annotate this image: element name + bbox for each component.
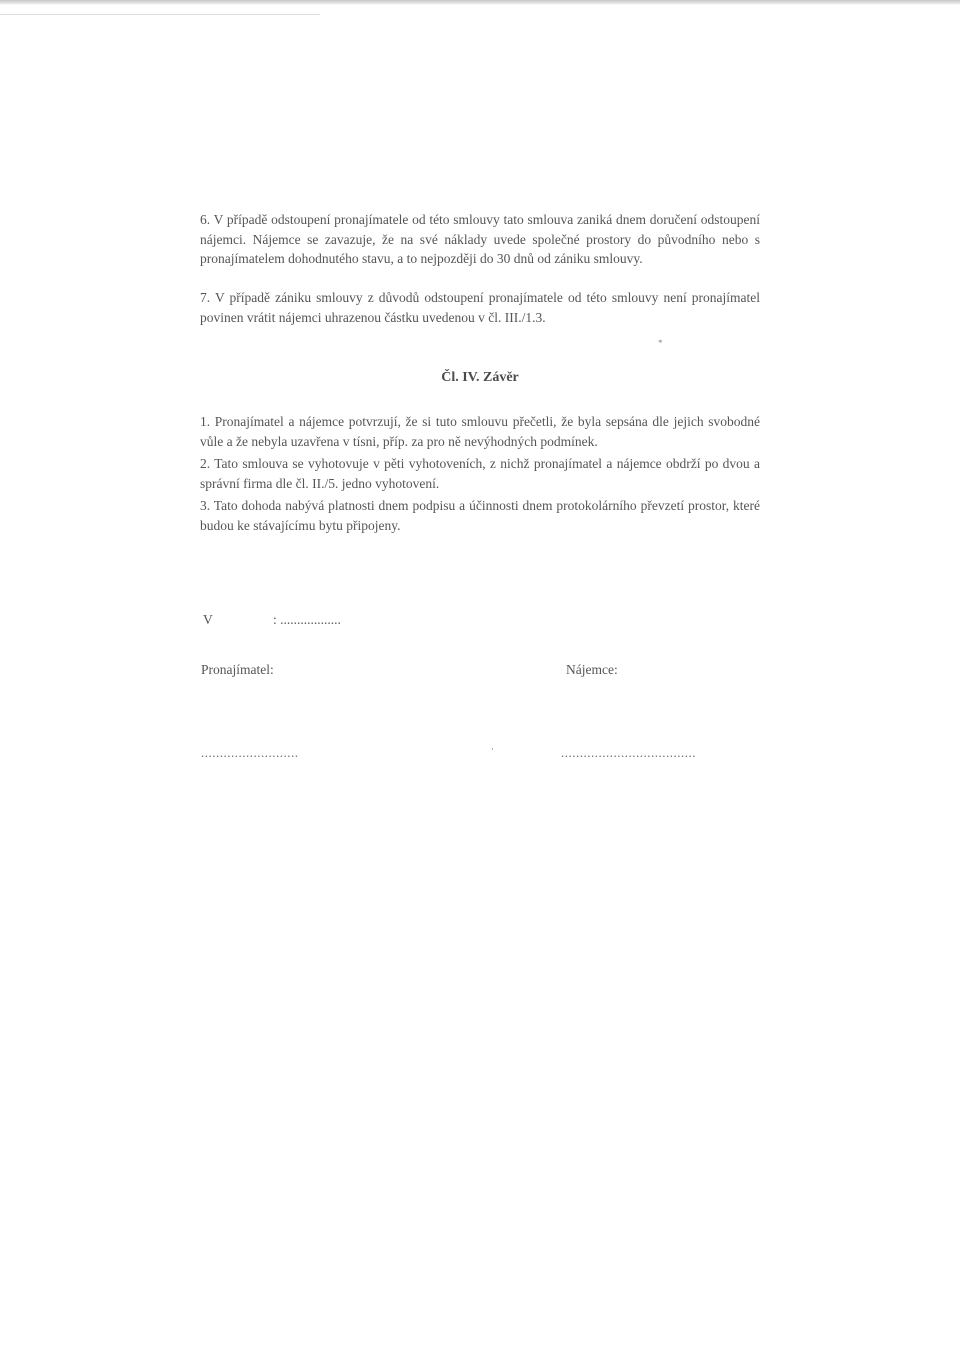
tenant-signature-line: .................................... xyxy=(561,745,696,760)
clause-7-paragraph: 7. V případě zániku smlouvy z důvodů odstoupení pronajímatele od této smlouvy není pronajímatel povinen vrátit nájemci uhrazenou částku uvedenou v čl. III./1.3. xyxy=(200,290,760,325)
clause-6-paragraph: 6. V případě odstoupení pronajímatele od této smlouvy tato smlouva zaniká dnem doručení odstoupení nájemci. Nájemce se zavazuje, že na své náklady uvede společné prostory do původního nebo s pronajímatelem dohodnutého stavu, a to nejpozději do 30 dnů od zániku smlouvy. xyxy=(200,212,760,266)
place-date-line xyxy=(203,612,341,628)
stray-mark: * xyxy=(658,338,663,348)
place-prefix: V xyxy=(203,612,213,627)
landlord-signature-line: .......................... xyxy=(201,745,299,760)
section-iv-clause-2: 2. Tato smlouva se vyhotovuje v pěti vyhotoveních, z nichž pronajímatel a nájemce obdrží po dvou a správní firma dle čl. II./5. jedno vyhotovení. xyxy=(200,456,760,491)
scan-artifact-line xyxy=(0,14,320,15)
place-date-dots: : .................. xyxy=(273,612,341,627)
tenant-label: Nájemce: xyxy=(566,662,618,677)
scan-top-edge xyxy=(0,0,960,5)
section-iv-clause-3: 3. Tato dohoda nabývá platnosti dnem podpisu a účinnosti dnem protokolárního převzetí prostor, které budou ke stávajícímu bytu připojeny. xyxy=(200,498,760,533)
section-iv-clause-1: 1. Pronajímatel a nájemce potvrzují, že si tuto smlouvu přečetli, že byla sepsána dle jejich svobodné vůle a že nebyla uzavřena v tísni, příp. za pro ně nevýhodných podmínek. xyxy=(200,414,760,449)
section-iv-heading: Čl. IV. Závěr xyxy=(441,370,519,385)
scan-speck xyxy=(492,748,493,750)
landlord-label: Pronajímatel: xyxy=(201,662,274,677)
